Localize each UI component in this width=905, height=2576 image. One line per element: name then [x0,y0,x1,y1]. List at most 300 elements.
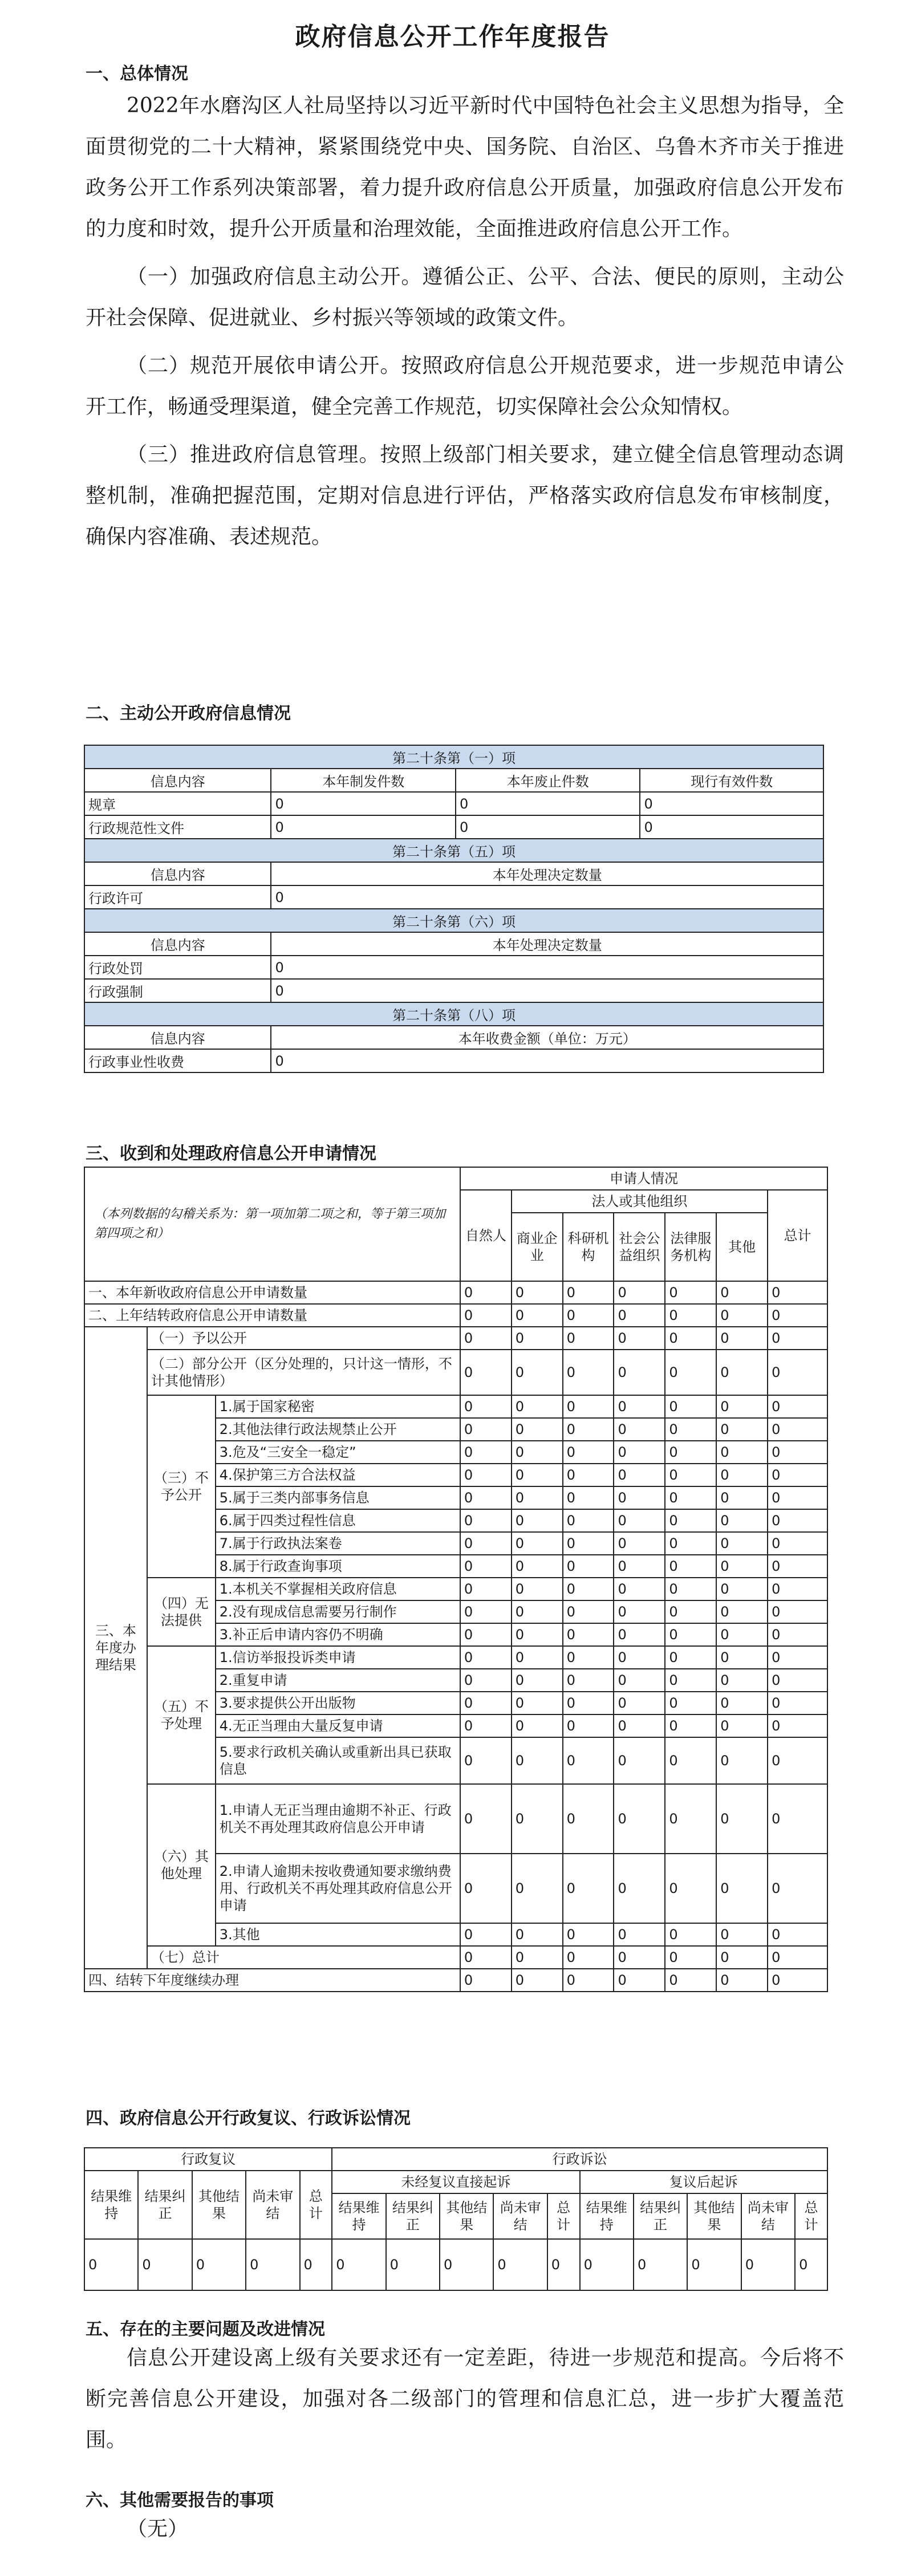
cell-value: 0 [271,815,456,839]
cell-value: 0 [614,1600,665,1623]
row-label: 3.要求提供公开出版物 [216,1692,460,1714]
col-litigation-3: 尚未审结 [493,2193,547,2239]
cell-value: 0 [563,1532,614,1555]
cell-value: 0 [768,1692,827,1714]
cell-value: 0 [768,1486,827,1509]
cell-value: 0 [768,1923,827,1946]
cell-value: 0 [665,1854,716,1923]
cell-value: 0 [614,1555,665,1578]
row-label: 1.本机关不掌握相关政府信息 [216,1578,460,1600]
cell-value: 0 [665,1692,716,1714]
cell-value: 0 [512,1304,563,1327]
cell-value: 0 [665,1555,716,1578]
col-review-3: 尚未审结 [246,2171,299,2239]
section-5-paragraph: 信息公开建设离上级有关要求还有一定差距，待进一步规范和提高。今后将不断完善信息公开建设，加强对各二级部门的管理和信息汇总，进一步扩大覆盖范围。 [86,2346,844,2452]
cell-value: 0 [460,1600,512,1623]
cell-value: 0 [614,1854,665,1923]
cell-value: 0 [768,1737,827,1784]
cell-value: 0 [460,1714,512,1737]
review-litigation-table [84,2147,828,2291]
row-label: 5.要求行政机关确认或重新出具已获取信息 [216,1737,460,1784]
cell-value: 0 [716,1854,768,1923]
cell-value: 0 [192,2239,246,2290]
cell-value: 0 [716,1578,768,1600]
cell-value: 0 [460,1281,512,1304]
table-row [84,2148,827,2171]
cell-value: 0 [460,1692,512,1714]
row-label: （七）总计 [147,1946,460,1969]
cell-value: 0 [512,1555,563,1578]
section-2-heading: 二、主动公开政府信息情况 [86,704,291,724]
cell-value: 0 [716,1464,768,1486]
cell-value: 0 [512,1509,563,1532]
row-label: 2.申请人逾期未按收费通知要求缴纳费用、行政机关不再处理其政府信息公开申请 [216,1854,460,1923]
cell-value: 0 [768,1327,827,1350]
subgroup-label: （三）不予公开 [147,1395,216,1578]
col-litigation-1: 结果纠正 [386,2193,440,2239]
cell-value: 0 [716,1327,768,1350]
cell-value: 0 [614,1350,665,1395]
cell-value: 0 [716,1418,768,1441]
cell-value: 0 [563,1418,614,1441]
cell-value: 0 [768,1509,827,1532]
cell-value: 0 [271,979,823,1002]
cell-value: 0 [460,1923,512,1946]
table-row [84,1395,827,1418]
cell-value: 0 [580,2239,634,2290]
cell-value: 0 [563,1600,614,1623]
cell-value: 0 [716,1600,768,1623]
cell-value: 0 [460,1669,512,1692]
cell-value: 0 [512,1464,563,1486]
col-research: 科研机构 [563,1213,614,1281]
cell-value: 0 [716,1923,768,1946]
cell-value: 0 [271,1049,823,1072]
col-litigation: 行政诉讼 [332,2148,827,2171]
cell-value: 0 [512,1395,563,1418]
cell-value: 0 [563,1350,614,1395]
cell-value: 0 [460,1509,512,1532]
col-made-this-year: 本年制发件数 [271,769,456,792]
cell-value: 0 [271,956,823,979]
col-litigation-0: 结果维持 [332,2193,385,2239]
cell-value: 0 [460,1304,512,1327]
cell-value: 0 [768,1441,827,1464]
section-1-paragraph-3: （三）推进政府信息管理。按照上级部门相关要求，建立健全信息管理动态调整机制，准确把握范围，定期对信息进行评估，严格落实政府信息发布审核制度，确保内容准确、表述规范。 [86,443,844,548]
cell-value: 0 [563,1692,614,1714]
cell-value: 0 [563,1946,614,1969]
cell-value: 0 [665,1623,716,1646]
cell-value: 0 [460,1532,512,1555]
col-legal-service: 法律服务机构 [665,1213,716,1281]
table-row [84,815,823,839]
section-6-heading: 六、其他需要报告的事项 [86,2490,274,2510]
cell-value: 0 [460,1464,512,1486]
cell-value: 0 [665,1441,716,1464]
cell-value: 0 [665,1578,716,1600]
cell-value: 0 [563,1486,614,1509]
section-6-body [86,2509,844,2550]
cell-value: 0 [512,1486,563,1509]
cell-value: 0 [512,1441,563,1464]
col-review-2: 其他结果 [192,2171,246,2239]
cell-value: 0 [614,1441,665,1464]
table-row [84,792,823,815]
cell-value: 0 [614,1327,665,1350]
cell-value: 0 [614,1784,665,1854]
row-label: 3.其他 [216,1923,460,1946]
subgroup-label: （六）其他处理 [147,1784,216,1946]
row-label: 行政强制 [84,979,271,1002]
row-label: 规章 [84,792,271,815]
section-1-paragraph-2: （二）规范开展依申请公开。按照政府信息公开规范要求，进一步规范申请公开工作，畅通受理渠道，健全完善工作规范，切实保障社会公众知情权。 [86,354,844,419]
cell-value: 0 [512,1281,563,1304]
cell-value: 0 [563,1714,614,1737]
cell-value: 0 [563,1464,614,1486]
col-decisions-this-year: 本年处理决定数量 [271,932,823,956]
row-label: 2.没有现成信息需要另行制作 [216,1600,460,1623]
row-label: 一、本年新收政府信息公开申请数量 [84,1281,460,1304]
section-1-paragraph-1: （一）加强政府信息主动公开。遵循公正、公平、合法、便民的原则，主动公开社会保障、促进就业、乡村振兴等领域的政策文件。 [86,265,844,330]
cell-value: 0 [614,1532,665,1555]
cell-value: 0 [614,1281,665,1304]
row-label: 行政事业性收费 [84,1049,271,1072]
cell-value: 0 [386,2239,440,2290]
section-1-heading: 一、总体情况 [86,64,188,84]
table-row [84,2171,827,2193]
cell-value: 0 [512,1350,563,1395]
cell-value: 0 [300,2239,332,2290]
cell-value: 0 [614,1714,665,1737]
table-row [84,1350,827,1395]
cell-value: 0 [563,1737,614,1784]
col-abolished-this-year: 本年废止件数 [456,769,640,792]
cell-value: 0 [665,1395,716,1418]
application-handling-table [84,1167,828,1992]
cell-value: 0 [614,1923,665,1946]
proactive-disclosure-table [84,745,824,1073]
cell-value: 0 [665,1486,716,1509]
cell-value: 0 [716,1441,768,1464]
cell-value: 0 [768,1714,827,1737]
row-label: 行政规范性文件 [84,815,271,839]
cell-value: 0 [768,1555,827,1578]
col-review-1: 结果纠正 [138,2171,192,2239]
cell-value: 0 [716,1714,768,1737]
col-litigation-0: 结果维持 [580,2193,634,2239]
cell-value: 0 [614,1737,665,1784]
cell-value: 0 [665,1464,716,1486]
table-row [84,2239,827,2290]
row-label: 1.申请人无正当理由逾期不补正、行政机关不再处理其政府信息公开申请 [216,1784,460,1854]
table-row [84,1281,827,1304]
row-label: （一）予以公开 [147,1327,460,1350]
table-row [84,1327,827,1350]
cell-value: 0 [614,1486,665,1509]
col-litigation-2: 其他结果 [687,2193,741,2239]
cell-value: 0 [768,1281,827,1304]
cell-value: 0 [460,1784,512,1854]
cell-value: 0 [768,1350,827,1395]
cell-value: 0 [665,1281,716,1304]
cell-value: 0 [614,1418,665,1441]
cell-value: 0 [563,1509,614,1532]
cell-value: 0 [563,1854,614,1923]
cell-value: 0 [563,1784,614,1854]
row-label: 二、上年结转政府信息公开申请数量 [84,1304,460,1327]
cell-value: 0 [716,1395,768,1418]
cell-value: 0 [665,1737,716,1784]
cell-value: 0 [716,1646,768,1669]
cell-value: 0 [512,1646,563,1669]
cell-value: 0 [768,1304,827,1327]
cell-value: 0 [665,1304,716,1327]
cell-value: 0 [614,1395,665,1418]
cell-value: 0 [614,1669,665,1692]
table-row [84,1969,827,1992]
col-info-content: 信息内容 [84,862,271,885]
cell-value: 0 [768,1946,827,1969]
cell-value: 0 [768,1623,827,1646]
cell-value: 0 [271,792,456,815]
subgroup-label: （四）无法提供 [147,1578,216,1646]
cell-value: 0 [563,1441,614,1464]
table-row [84,885,823,909]
col-litigation-4: 总计 [795,2193,827,2239]
cell-value: 0 [460,1350,512,1395]
cell-value: 0 [84,2239,138,2290]
cell-value: 0 [512,1578,563,1600]
cell-value: 0 [716,1692,768,1714]
cell-value: 0 [271,885,823,909]
table-row [84,979,823,1002]
col-info-content: 信息内容 [84,932,271,956]
cell-value: 0 [768,1578,827,1600]
cell-value: 0 [563,1395,614,1418]
col-litigation-1: 结果纠正 [634,2193,687,2239]
col-review-4: 总计 [300,2171,332,2239]
cell-value: 0 [665,1969,716,1992]
table-row [84,1049,823,1072]
row-label: 3.补正后申请内容仍不明确 [216,1623,460,1646]
cell-value: 0 [563,1623,614,1646]
cell-value: 0 [716,1623,768,1646]
col-info-content: 信息内容 [84,769,271,792]
col-litigation-3: 尚未审结 [741,2193,795,2239]
cell-value: 0 [634,2239,687,2290]
row-label: 2.重复申请 [216,1669,460,1692]
cell-value: 0 [563,1646,614,1669]
cell-value: 0 [563,1281,614,1304]
col-direct-lawsuit: 未经复议直接起诉 [332,2171,579,2193]
col-after-review: 复议后起诉 [580,2171,827,2193]
cell-value: 0 [665,1714,716,1737]
cell-value: 0 [440,2239,493,2290]
cell-value: 0 [768,1418,827,1441]
row-label: 3.危及“三安全一稳定” [216,1441,460,1464]
cell-value: 0 [512,1600,563,1623]
col-legal-persons: 法人或其他组织 [512,1190,768,1213]
cell-value: 0 [665,1418,716,1441]
col-review-0: 结果维持 [84,2171,138,2239]
cell-value: 0 [512,1946,563,1969]
cell-value: 0 [665,1600,716,1623]
table-row [84,1646,827,1669]
table-row [84,1167,827,1190]
row-label: 2.其他法律行政法规禁止公开 [216,1418,460,1441]
cell-value: 0 [512,1969,563,1992]
cell-value: 0 [768,1854,827,1923]
cell-value: 0 [716,1737,768,1784]
cell-value: 0 [716,1784,768,1854]
cell-value: 0 [716,1304,768,1327]
cell-value: 0 [460,1555,512,1578]
cell-value: 0 [246,2239,299,2290]
cell-value: 0 [460,1327,512,1350]
col-commercial: 商业企业 [512,1213,563,1281]
row-label: 4.保护第三方合法权益 [216,1464,460,1486]
cell-value: 0 [563,1555,614,1578]
cell-value: 0 [665,1509,716,1532]
section-1-paragraph-intro: 2022年水磨沟区人社局坚持以习近平新时代中国特色社会主义思想为指导，全面贯彻党的二十大精神，紧紧围绕党中央、国务院、自治区、乌鲁木齐市关于推进政务公开工作系列决策部署，着力提升政府信息公开质量，加强政府信息公开发布的力度和时效，提升公开质量和治理效能，全面推进政府信息公开工作。 [86,94,844,241]
cell-value: 0 [716,1509,768,1532]
cell-value: 0 [640,815,823,839]
row-label: 四、结转下年度继续办理 [84,1969,460,1992]
cell-value: 0 [614,1509,665,1532]
row-label: 5.属于三类内部事务信息 [216,1486,460,1509]
cell-value: 0 [687,2239,741,2290]
table-note: （本列数据的勾稽关系为：第一项加第二项之和，等于第三项加第四项之和） [84,1167,460,1281]
cell-value: 0 [795,2239,827,2290]
cell-value: 0 [512,1623,563,1646]
row-label: 1.属于国家秘密 [216,1395,460,1418]
cell-value: 0 [741,2239,795,2290]
col-currently-valid: 现行有效件数 [640,769,823,792]
cell-value: 0 [614,1969,665,1992]
cell-value: 0 [768,1784,827,1854]
cell-value: 0 [460,1737,512,1784]
cell-value: 0 [665,1532,716,1555]
cell-value: 0 [665,1923,716,1946]
cell-value: 0 [563,1304,614,1327]
cell-value: 0 [512,1327,563,1350]
row-label: 行政许可 [84,885,271,909]
table-row [84,1784,827,1854]
cell-value: 0 [614,1946,665,1969]
cell-value: 0 [512,1923,563,1946]
cell-value: 0 [716,1969,768,1992]
cell-value: 0 [512,1854,563,1923]
cell-value: 0 [547,2239,580,2290]
cell-value: 0 [563,1669,614,1692]
cell-value: 0 [768,1646,827,1669]
cell-value: 0 [665,1646,716,1669]
col-fee-amount: 本年收费金额（单位：万元） [271,1026,823,1049]
cell-value: 0 [493,2239,547,2290]
cell-value: 0 [138,2239,192,2290]
section-4-heading: 四、政府信息公开行政复议、行政诉讼情况 [86,2108,411,2128]
col-admin-review: 行政复议 [84,2148,332,2171]
row-label: 行政处罚 [84,956,271,979]
col-social-welfare: 社会公益组织 [614,1213,665,1281]
cell-value: 0 [716,1350,768,1395]
col-litigation-4: 总计 [547,2193,580,2239]
cell-value: 0 [456,815,640,839]
col-litigation-2: 其他结果 [440,2193,493,2239]
article-20-8-header: 第二十条第（八）项 [84,1002,823,1026]
cell-value: 0 [512,1737,563,1784]
cell-value: 0 [614,1578,665,1600]
cell-value: 0 [716,1555,768,1578]
cell-value: 0 [716,1946,768,1969]
cell-value: 0 [768,1600,827,1623]
cell-value: 0 [614,1692,665,1714]
row-label: 6.属于四类过程性信息 [216,1509,460,1532]
cell-value: 0 [460,1578,512,1600]
cell-value: 0 [665,1946,716,1969]
cell-value: 0 [512,1669,563,1692]
cell-value: 0 [768,1532,827,1555]
col-natural-person: 自然人 [460,1190,512,1281]
col-total: 总计 [768,1190,827,1281]
row-label: 4.无正当理由大量反复申请 [216,1714,460,1737]
col-applicant-info: 申请人情况 [460,1167,827,1190]
col-decisions-this-year: 本年处理决定数量 [271,862,823,885]
row-group-label: 三、本年度办理结果 [84,1327,147,1969]
cell-value: 0 [640,792,823,815]
row-label: 7.属于行政执法案卷 [216,1532,460,1555]
cell-value: 0 [665,1350,716,1395]
row-label: 8.属于行政查询事项 [216,1555,460,1578]
cell-value: 0 [768,1969,827,1992]
cell-value: 0 [563,1923,614,1946]
cell-value: 0 [460,1486,512,1509]
cell-value: 0 [512,1714,563,1737]
cell-value: 0 [563,1578,614,1600]
table-row [84,956,823,979]
cell-value: 0 [665,1784,716,1854]
report-title: 政府信息公开工作年度报告 [295,22,610,51]
row-label: （二）部分公开（区分处理的，只计这一情形，不计其他情形） [147,1350,460,1395]
article-20-1-header: 第二十条第（一）项 [84,745,823,769]
col-other: 其他 [716,1213,768,1281]
cell-value: 0 [563,1327,614,1350]
subgroup-label: （五）不予处理 [147,1646,216,1784]
cell-value: 0 [460,1969,512,1992]
section-5-body [86,2338,844,2461]
table-row [84,1946,827,1969]
cell-value: 0 [614,1646,665,1669]
cell-value: 0 [768,1395,827,1418]
cell-value: 0 [512,1784,563,1854]
cell-value: 0 [716,1532,768,1555]
article-20-6-header: 第二十条第（六）项 [84,909,823,932]
article-20-5-header: 第二十条第（五）项 [84,839,823,862]
col-info-content: 信息内容 [84,1026,271,1049]
cell-value: 0 [768,1464,827,1486]
cell-value: 0 [460,1854,512,1923]
cell-value: 0 [460,1395,512,1418]
table-row [84,1578,827,1600]
cell-value: 0 [460,1418,512,1441]
cell-value: 0 [716,1486,768,1509]
cell-value: 0 [665,1669,716,1692]
cell-value: 0 [460,1623,512,1646]
cell-value: 0 [512,1532,563,1555]
cell-value: 0 [716,1669,768,1692]
section-5-heading: 五、存在的主要问题及改进情况 [86,2319,325,2339]
cell-value: 0 [460,1441,512,1464]
